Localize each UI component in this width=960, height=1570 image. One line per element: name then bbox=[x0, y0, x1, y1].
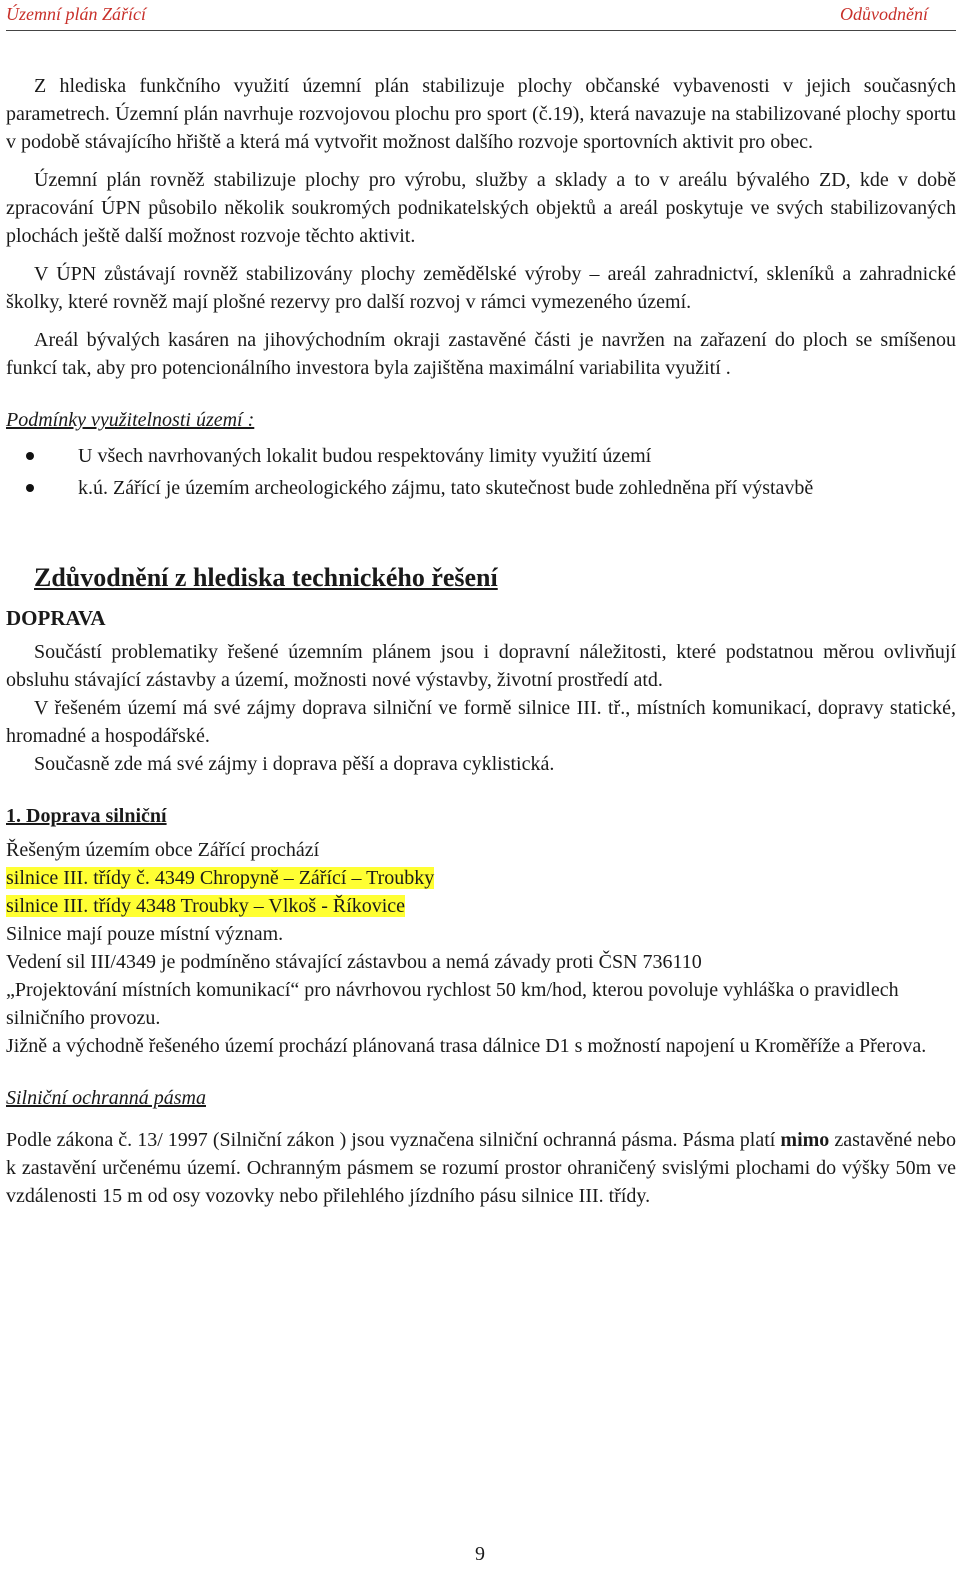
list-item: k.ú. Zářící je územím archeologického zájmu, tato skutečnost bude zohledněna pří výstavbě bbox=[6, 474, 956, 502]
transport-paragraph-3: Současně zde má své zájmy i doprava pěší a doprava cyklistická. bbox=[34, 753, 555, 775]
conditions-list bbox=[6, 442, 956, 502]
paragraph-agricultural-areas: V ÚPN zůstávají rovněž stabilizovány plochy zemědělské výroby – areál zahradnictví, skleníků a zahradnické školky, které rovněž mají plošné rezervy pro další rozvoj v rámci vymezeného území. bbox=[6, 263, 956, 313]
road-line-significance: Silnice mají pouze místní význam. bbox=[6, 923, 284, 945]
transport-section-label: DOPRAVA bbox=[6, 606, 106, 630]
road-transport-heading: 1. Doprava silniční bbox=[6, 805, 167, 827]
road-line-design-speed: „Projektování místních komunikací“ pro návrhovou rychlost 50 km/hod, kterou povoluje vyhláška o pravidlech silničního provozu. bbox=[6, 979, 899, 1029]
protection-bold-word: mimo bbox=[780, 1129, 830, 1151]
paragraph-civic-amenities: Z hlediska funkčního využití územní plán stabilizuje plochy občanské vybavenosti v jejich současných parametrech. Územní plán navrhuje rozvojovou plochu pro sport (č.19), která navazuje na stabilizované plochy sportu v podobě stávajícího hřiště a která má vytvořit možnost dalšího rozvoje sportovních aktivit pro obec. bbox=[6, 75, 956, 153]
page-header bbox=[6, 4, 928, 25]
page-number: 9 bbox=[475, 1543, 485, 1565]
road-intro: Řešeným územím obce Zářící prochází bbox=[6, 839, 320, 861]
highlighted-road-4349: silnice III. třídy č. 4349 Chropyně – Zářící – Troubky bbox=[6, 867, 435, 889]
transport-paragraph-1: Součástí problematiky řešené územním plánem jsou i dopravní náležitosti, které podstatnou měrou ovlivňují obsluhu stávající zástavby a území, možnosti nové výstavby, životní prostředí atd. bbox=[6, 641, 956, 691]
highlighted-road-4348: silnice III. třídy 4348 Troubky – Vlkoš - Říkovice bbox=[6, 895, 406, 917]
paragraph-production-areas: Územní plán rovněž stabilizuje plochy pro výrobu, služby a sklady a to v areálu bývalého ZD, kde v době zpracování ÚPN působilo několik soukromých podnikatelských objektů a areál poskytuje ve svých stabilizovaných plochách ještě další možnost rozvoje těchto aktivit. bbox=[6, 169, 956, 247]
protection-heading: Silniční ochranná pásma bbox=[6, 1087, 206, 1109]
protection-text-b: zastavěné nebo k zastavění určenému území. Ochranným pásmem se rozumí prostor ohraničený svislými plochami do výšky 50m ve vzdálenosti 15 m od osy vozovky nebo přilehlého jízdního pásu silnice III. třídy. bbox=[6, 1129, 956, 1207]
header-section-title: Odůvodnění bbox=[840, 4, 928, 24]
transport-paragraph-2: V řešeném území má své zájmy doprava silniční ve formě silnice III. tř., místních komunikací, dopravy statické, hromadné a hospodářské. bbox=[6, 697, 956, 747]
protection-text-a: Podle zákona č. 13/ 1997 (Silniční zákon ) jsou vyznačena silniční ochranná pásma. Pásma platí bbox=[6, 1129, 781, 1151]
technical-heading: Zdůvodnění z hlediska technického řešení bbox=[34, 563, 498, 592]
conditions-heading: Podmínky využitelnosti území : bbox=[6, 409, 255, 431]
paragraph-barracks: Areál bývalých kasáren na jihovýchodním okraji zastavěné části je navržen na zařazení do ploch se smíšenou funkcí tak, aby pro potencionálního investora byla zajištěna maximální variabilita využití . bbox=[6, 329, 956, 379]
road-line-standard: Vedení sil III/4349 je podmíněno stávající zástavbou a nemá závady proti ČSN 736110 bbox=[6, 951, 702, 973]
list-item: U všech navrhovaných lokalit budou respektovány limity využití území bbox=[6, 442, 956, 470]
header-divider bbox=[6, 30, 956, 31]
road-line-motorway: Jižně a východně řešeného území prochází plánovaná trasa dálnice D1 s možností napojení u Kroměříže a Přerova. bbox=[6, 1035, 927, 1057]
header-document-title: Územní plán Zářící bbox=[6, 4, 147, 24]
protection-paragraph bbox=[6, 1126, 956, 1210]
page-body bbox=[6, 72, 956, 1210]
